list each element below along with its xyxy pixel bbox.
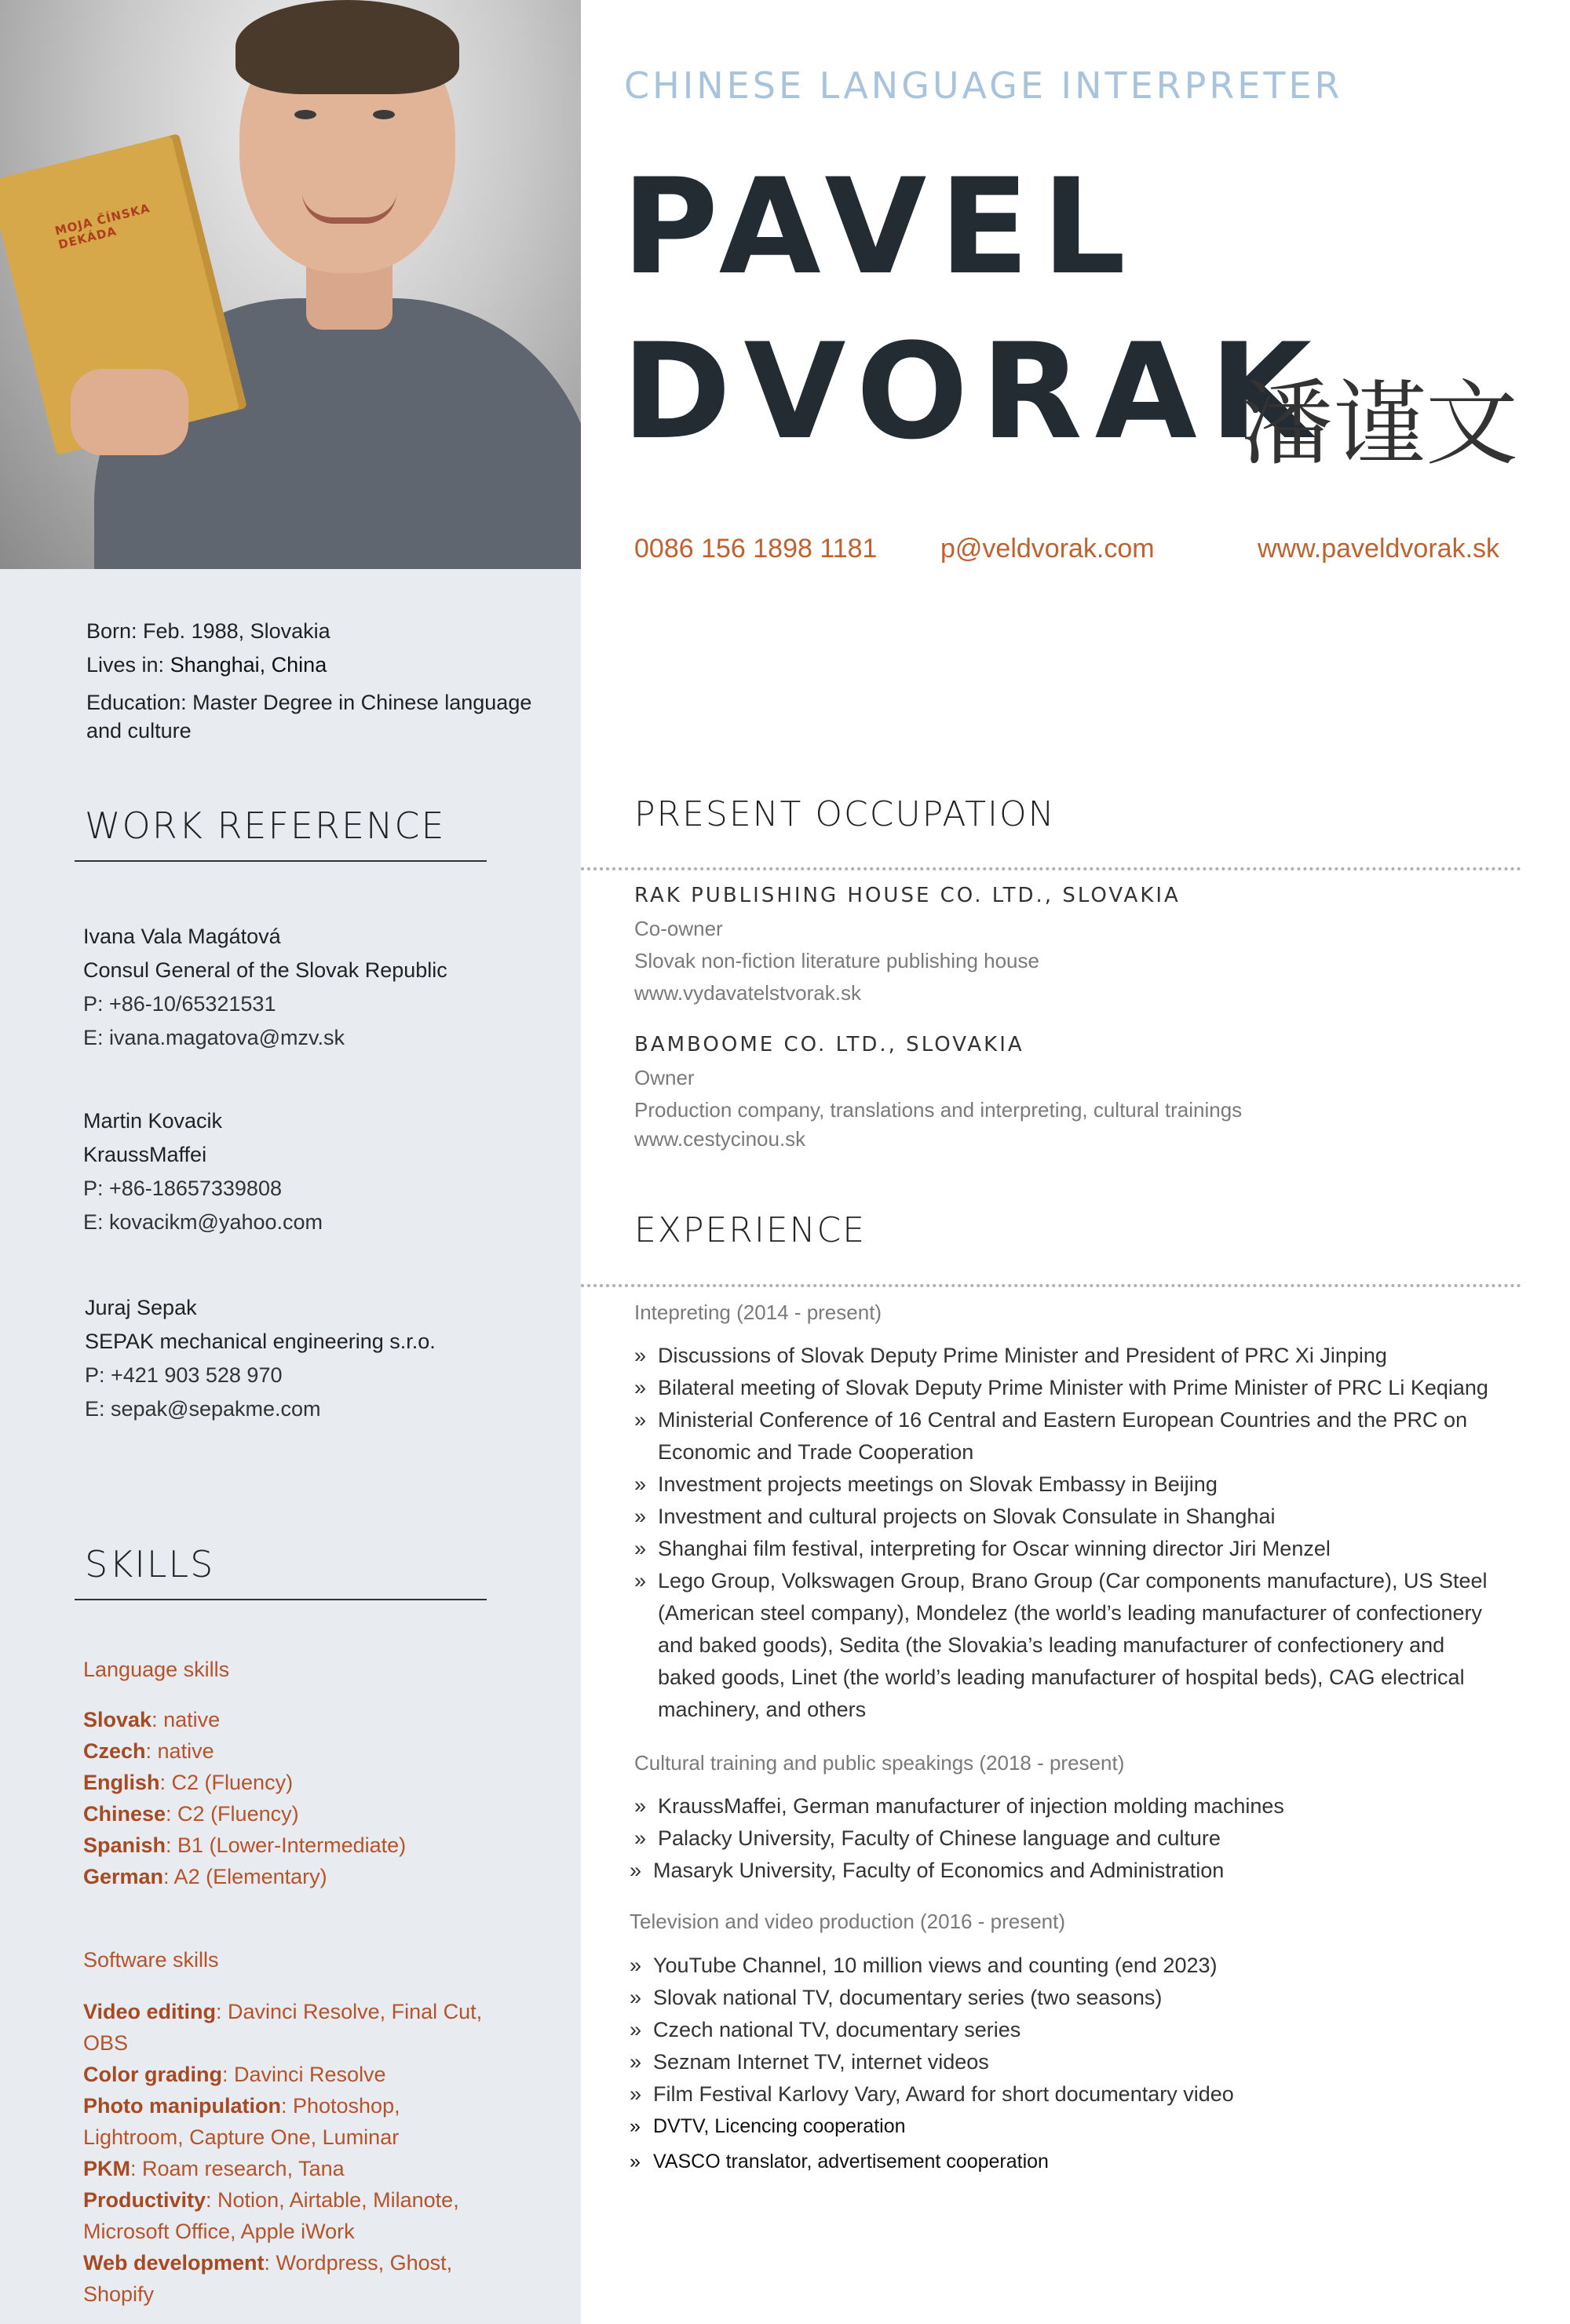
list-item: » Film Festival Karlovy Vary, Award for short documentary video <box>630 2082 1234 2106</box>
software-item: Color grading: Davinci Resolve <box>83 2063 386 2086</box>
last-name: DVORAK <box>622 315 1324 469</box>
list-item: » Seznam Internet TV, internet videos <box>630 2050 989 2074</box>
list-item: » Palacky University, Faculty of Chinese language and culture <box>634 1826 1221 1850</box>
list-item: » Discussions of Slovak Deputy Prime Minister and President of PRC Xi Jinping <box>634 1344 1387 1367</box>
list-item: » VASCO translator, advertisement cooperation <box>630 2151 1049 2173</box>
skills-heading: SKILLS <box>85 1543 215 1585</box>
job-details <box>634 1062 1242 1155</box>
list-item: » DVTV, Licencing cooperation <box>630 2115 906 2137</box>
language-item: German: A2 (Elementary) <box>83 1865 327 1888</box>
experience-heading: EXPERIENCE <box>634 1210 867 1250</box>
work-reference-heading: WORK REFERENCE <box>85 804 446 847</box>
profile-photo <box>0 0 581 569</box>
job-url[interactable]: www.cestycinou.sk <box>634 1127 806 1151</box>
job-role: Owner <box>634 1066 695 1089</box>
list-item: » Ministerial Conference of 16 Central and Eastern European Countries and the PRC on <box>634 1408 1468 1432</box>
list-item: » Bilateral meeting of Slovak Deputy Prime Minister with Prime Minister of PRC Li Keqiang <box>634 1376 1488 1399</box>
reference-org: Consul General of the Slovak Republic <box>83 958 447 982</box>
bio-education-line2: and culture <box>86 719 192 742</box>
section-divider <box>581 867 1521 870</box>
list-item: » Shanghai film festival, interpreting for Oscar winning director Jiri Menzel <box>634 1537 1331 1560</box>
contact-phone: 0086 156 1898 1181 <box>634 534 878 564</box>
reference-3 <box>85 1291 436 1426</box>
job-details <box>634 913 1039 1009</box>
reference-email: E: kovacikm@yahoo.com <box>83 1210 323 1234</box>
job-url[interactable]: www.vydavatelstvorak.sk <box>634 981 861 1005</box>
list-item-cont: and baked goods), Sedita (the Slovakia’s leading manufacturer of confectionery and <box>658 1633 1445 1657</box>
bio-born: Born: Feb. 1988, Slovakia <box>86 619 330 643</box>
contact-website[interactable]: www.paveldvorak.sk <box>1258 534 1500 564</box>
list-item: » Czech national TV, documentary series <box>630 2018 1021 2041</box>
reference-org: SEPAK mechanical engineering s.r.o. <box>85 1330 436 1353</box>
software-item: PKM: Roam research, Tana <box>83 2157 345 2180</box>
job-desc: Slovak non-fiction literature publishing house <box>634 949 1039 972</box>
list-item: » Lego Group, Volkswagen Group, Brano Group (Car components manufacture), US Steel <box>634 1569 1488 1593</box>
photo-eye-left <box>294 110 316 119</box>
bio-education-line1: Education: Master Degree in Chinese language <box>86 691 532 714</box>
software-item: Video editing: Davinci Resolve, Final Cut, <box>83 2000 483 2023</box>
software-item-cont: Lightroom, Capture One, Luminar <box>83 2125 400 2149</box>
reference-1 <box>83 920 447 1055</box>
job-title: CHINESE LANGUAGE INTERPRETER <box>624 64 1343 107</box>
list-item: » YouTube Channel, 10 million views and counting (end 2023) <box>630 1954 1218 1977</box>
language-item: Spanish: B1 (Lower-Intermediate) <box>83 1833 407 1857</box>
reference-phone: P: +86-10/65321531 <box>83 992 276 1016</box>
reference-name: Juraj Sepak <box>85 1296 197 1319</box>
contact-email[interactable]: p@veldvorak.com <box>940 534 1155 564</box>
software-item-cont: OBS <box>83 2031 129 2055</box>
list-item: » Masaryk University, Faculty of Economics and Administration <box>630 1859 1225 1882</box>
software-skills-list <box>83 1996 482 2310</box>
photo-hand <box>71 369 188 455</box>
reference-email: E: ivana.magatova@mzv.sk <box>83 1026 345 1049</box>
present-occupation-heading: PRESENT OCCUPATION <box>634 794 1056 834</box>
language-item: English: C2 (Fluency) <box>83 1771 294 1794</box>
television-list <box>630 1950 1524 2178</box>
list-item-cont: baked goods, Linet (the world’s leading manufacturer of hospital beds), CAG electrical <box>658 1665 1465 1689</box>
job-desc: Production company, translations and interpreting, cultural trainings <box>634 1098 1243 1122</box>
photo-book-title: MOJA ČÍNSKA DEKÁDA <box>53 201 152 253</box>
photo-hair <box>236 0 459 94</box>
reference-org: KraussMaffei <box>83 1143 207 1166</box>
television-label: Television and video production (2016 - present) <box>630 1910 1066 1933</box>
list-item: » Investment and cultural projects on Slovak Consulate in Shanghai <box>634 1505 1276 1528</box>
language-skills-list <box>83 1704 406 1892</box>
reference-phone: P: +86-18657339808 <box>83 1177 282 1200</box>
software-item: Productivity: Notion, Airtable, Milanote, <box>83 2188 459 2212</box>
language-item: Slovak: native <box>83 1708 221 1731</box>
reference-name: Ivana Vala Magátová <box>83 925 281 948</box>
reference-name: Martin Kovacik <box>83 1109 223 1133</box>
list-item: » KraussMaffei, German manufacturer of injection molding machines <box>634 1794 1284 1818</box>
bio-lives <box>86 651 327 679</box>
software-skills-heading: Software skills <box>83 1948 219 1972</box>
first-name: PAVEL <box>622 150 1139 304</box>
language-item: Chinese: C2 (Fluency) <box>83 1802 299 1826</box>
job-company: RAK PUBLISHING HOUSE CO. LTD., SLOVAKIA <box>634 884 1181 907</box>
software-item-cont: Microsoft Office, Apple iWork <box>83 2220 355 2243</box>
cultural-list <box>630 1790 1529 1887</box>
software-item: Photo manipulation: Photoshop, <box>83 2094 400 2118</box>
bio-lives-label: Lives in: <box>86 653 170 677</box>
software-item: Web development: Wordpress, Ghost, <box>83 2251 453 2275</box>
language-skills-heading: Language skills <box>83 1658 230 1681</box>
chinese-name: 潘谨文 <box>1240 370 1519 478</box>
list-item: » Slovak national TV, documentary series (two seasons) <box>630 1986 1163 2009</box>
interpreting-list <box>634 1340 1529 1726</box>
job-company: BAMBOOME CO. LTD., SLOVAKIA <box>634 1033 1024 1056</box>
reference-email: E: sepak@sepakme.com <box>85 1397 321 1421</box>
list-item-cont: machinery, and others <box>658 1698 867 1721</box>
photo-eye-right <box>373 110 395 119</box>
section-divider <box>581 1284 1521 1287</box>
reference-phone: P: +421 903 528 970 <box>85 1363 283 1387</box>
interpreting-label: Intepreting (2014 - present) <box>634 1301 882 1324</box>
bio-lives-value: Shanghai, China <box>170 653 327 677</box>
reference-2 <box>83 1104 323 1239</box>
list-item: » Investment projects meetings on Slovak Embassy in Beijing <box>634 1472 1218 1496</box>
skills-rule <box>75 1599 487 1600</box>
cultural-label: Cultural training and public speakings (2018 - present) <box>634 1751 1125 1775</box>
software-item-cont: Shopify <box>83 2282 155 2306</box>
list-item-cont: Economic and Trade Cooperation <box>658 1440 974 1464</box>
language-item: Czech: native <box>83 1739 214 1763</box>
work-reference-rule <box>75 860 487 862</box>
job-role: Co-owner <box>634 917 723 940</box>
list-item-cont: (American steel company), Mondelez (the world’s leading manufacturer of confectionery <box>658 1601 1483 1625</box>
